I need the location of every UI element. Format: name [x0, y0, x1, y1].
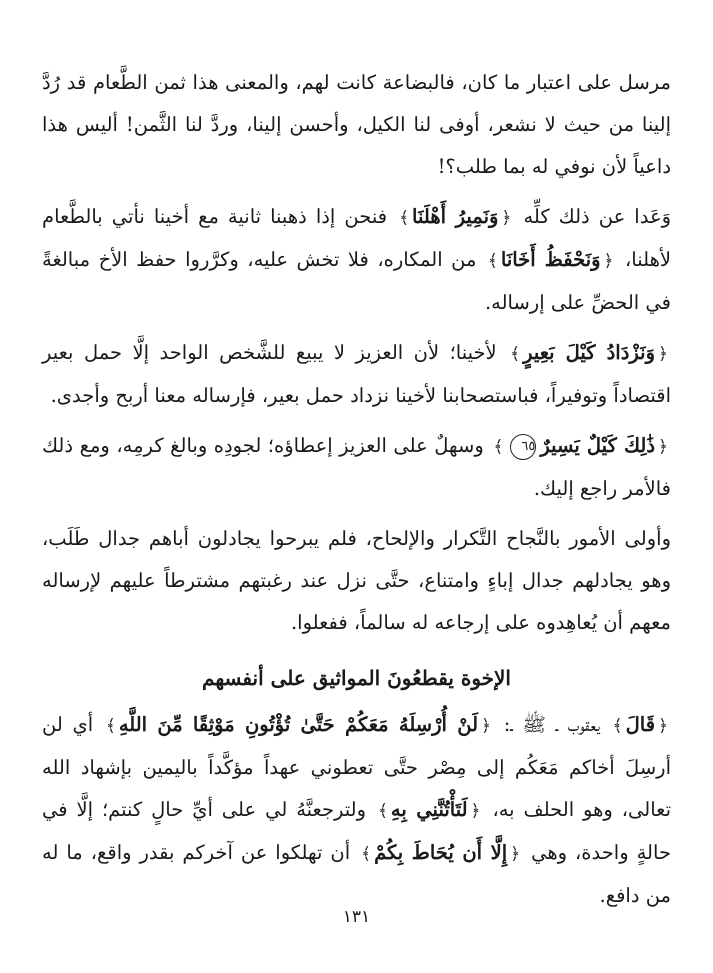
verse-open-ornament: ﴿ — [510, 844, 521, 864]
verse-open-ornament: ﴿ — [603, 251, 614, 271]
verse-close-ornament: ﴾ — [612, 716, 623, 736]
quran-quote: وَنَمِيرُ أَهْلَنَا — [412, 205, 499, 228]
paragraph-2 — [42, 196, 671, 324]
verse-open-ornament: ﴿ — [481, 716, 491, 736]
verse-number-badge: ٦٥ — [510, 434, 536, 460]
paragraph-5 — [42, 518, 671, 644]
quran-quote: إِلَّا أَن يُحَاطَ بِكُمْ — [374, 841, 508, 864]
paragraph-6-text-b: أي لن أرسِلَ أخاكم مَعَكُم إلى مِصْر حتَّى تعطوني عهداً مؤكَّداً باليمين بإشهاد الله تعالى، وهو الحلف به، — [42, 713, 672, 821]
page-number: ١٣١ — [342, 907, 371, 927]
verse-open-ornament: ﴿ — [658, 437, 669, 457]
quran-quote: لَنْ أُرْسِلَهُ مَعَكُمْ حَتَّىٰ تُؤْتُونِ مَوْثِقًا مِّنَ اللَّهِ — [118, 713, 479, 736]
paragraph-6 — [42, 704, 671, 917]
verse-close-ornament: ﴾ — [105, 716, 116, 736]
verse-open-ornament: ﴿ — [658, 344, 668, 364]
paragraph-4-text: وسهلٌ على العزيز إعطاؤه؛ لجودِه وبالغ كرمِه، ومع ذلك فالأمر راجع إليك. — [42, 434, 671, 500]
quran-quote: وَنَزْدَادُ كَيْلَ بَعِيرٍ — [523, 341, 656, 364]
paragraph-3-text: لأخينا؛ لأن العزيز لا يبيع للشَّخص الواحد إلَّا حمل بعير اقتصاداً وتوفيراً، فباستصحابنا لأخينا نزداد حمل بعير، فإرساله معنا أربح وأجدى. — [42, 341, 671, 407]
pbuh-glyph: ﷺ — [522, 713, 546, 736]
verse-open-ornament: ﴿ — [470, 801, 481, 821]
paragraph-6-text-a2: ـ: — [503, 713, 513, 736]
paragraph-6-text-d: أن تهلكوا عن آخركم بقدر واقع، ما له من دافع. — [42, 841, 671, 907]
quran-quote: قَالَ — [625, 713, 656, 736]
verse-close-ornament: ﴾ — [487, 251, 498, 271]
verse-close-ornament: ﴾ — [399, 208, 410, 228]
quran-quote: وَنَحْفَظُ أَخَانَا — [500, 248, 601, 271]
paragraph-2-text-a: وَعَدا عن ذلك كلِّه — [523, 205, 671, 228]
paragraph-2-text-b: فنحن إذا ذهبنا ثانية مع أخينا نأتي بالطَّعام لأهلنا، — [42, 205, 671, 271]
paragraph-1-text: مرسل على اعتبار ما كان، فالبضاعة كانت لهم، والمعنى هذا ثمن الطَّعام قد رُدَّ إلينا من حيث لا نشعر، أوفى لنا الكيل، وأحسن إلينا، وردَّ لنا الثَّمن! أليس هذا داعياً لأن نوفي له بما طلب؟! — [42, 71, 671, 178]
quran-quote: لَتَأْتُنَّنِي بِهِ — [390, 798, 468, 821]
paragraph-6-text-a: يعقوب ـ — [555, 713, 600, 736]
verse-close-ornament: ﴾ — [510, 344, 521, 364]
verse-open-ornament: ﴿ — [658, 716, 668, 736]
verse-close-ornament: ﴾ — [377, 801, 388, 821]
paragraph-2-text-c: من المكاره، فلا تخش عليه، وكرَّروا حفظ الأخ مبالغةً في الحضِّ على إرساله. — [42, 248, 671, 314]
paragraph-5-text: وأولى الأمور بالنَّجاح التَّكرار والإلحاح، فلم يبرحوا يجادلون أباهم جدال طَلَب، وهو يجادلهم جدال إباءٍ وامتناع، حتَّى نزل عند رغبتهم مشترطاً عليهم لإرساله معهم أن يُعاهِدوه على إرجاعه له سالماً، ففعلوا. — [42, 527, 671, 634]
quran-quote: ذَٰلِكَ كَيْلٌ يَسِيرٌ — [540, 434, 656, 457]
verse-close-ornament: ﴾ — [361, 844, 372, 864]
paragraph-1 — [42, 62, 671, 188]
section-heading: الإخوة يقطعُونَ المواثيق على أنفسهم — [202, 666, 511, 690]
verse-open-ornament: ﴿ — [501, 208, 512, 228]
paragraph-6-text-c: ولترجعنَّهُ لي على أيِّ حالٍ كنتم؛ إلَّا في حالةٍ واحدة، وهي — [42, 798, 671, 864]
verse-close-ornament: ﴾ — [493, 437, 504, 457]
paragraph-3 — [42, 332, 671, 417]
paragraph-4 — [42, 425, 671, 510]
